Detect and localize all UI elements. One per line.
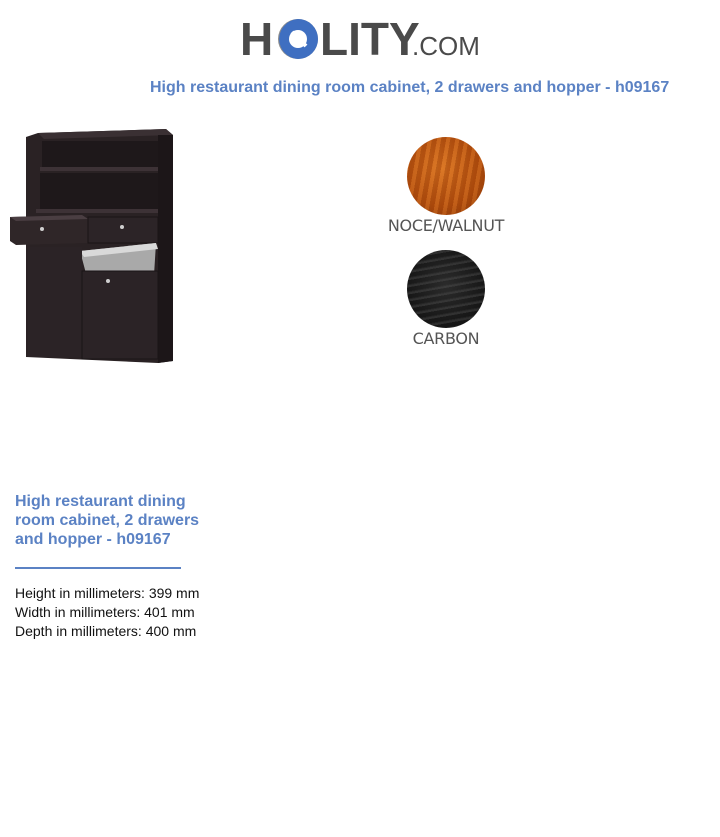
- spec-width: Width in millimeters: 401 mm: [15, 604, 195, 620]
- swatch-label-carbon: CARBON: [412, 329, 480, 348]
- swatch-walnut[interactable]: [376, 137, 516, 235]
- spec-height: Height in millimeters: 399 mm: [15, 585, 200, 601]
- heading-underline: [15, 567, 181, 569]
- product-image[interactable]: [8, 125, 178, 365]
- carbon-color-disc: [407, 250, 485, 328]
- holity-logo[interactable]: [240, 10, 485, 68]
- product-heading[interactable]: High restaurant dining room cabinet, 2 drawers and hopper - h09167: [15, 493, 200, 548]
- swatch-label-walnut: NOCE/WALNUT: [387, 216, 505, 235]
- page-title: High restaurant dining room cabinet, 2 drawers and hopper - h09167: [150, 79, 670, 96]
- logo-letter-h: H: [240, 13, 274, 65]
- swatch-carbon[interactable]: [376, 250, 516, 348]
- logo-letters: LITY: [320, 13, 420, 65]
- product-specs: [15, 584, 199, 641]
- logo-suffix: .COM: [412, 31, 480, 61]
- spec-depth: Depth in millimeters: 400 mm: [15, 623, 197, 639]
- logo-o-icon: [278, 19, 318, 59]
- walnut-color-disc: [407, 137, 485, 215]
